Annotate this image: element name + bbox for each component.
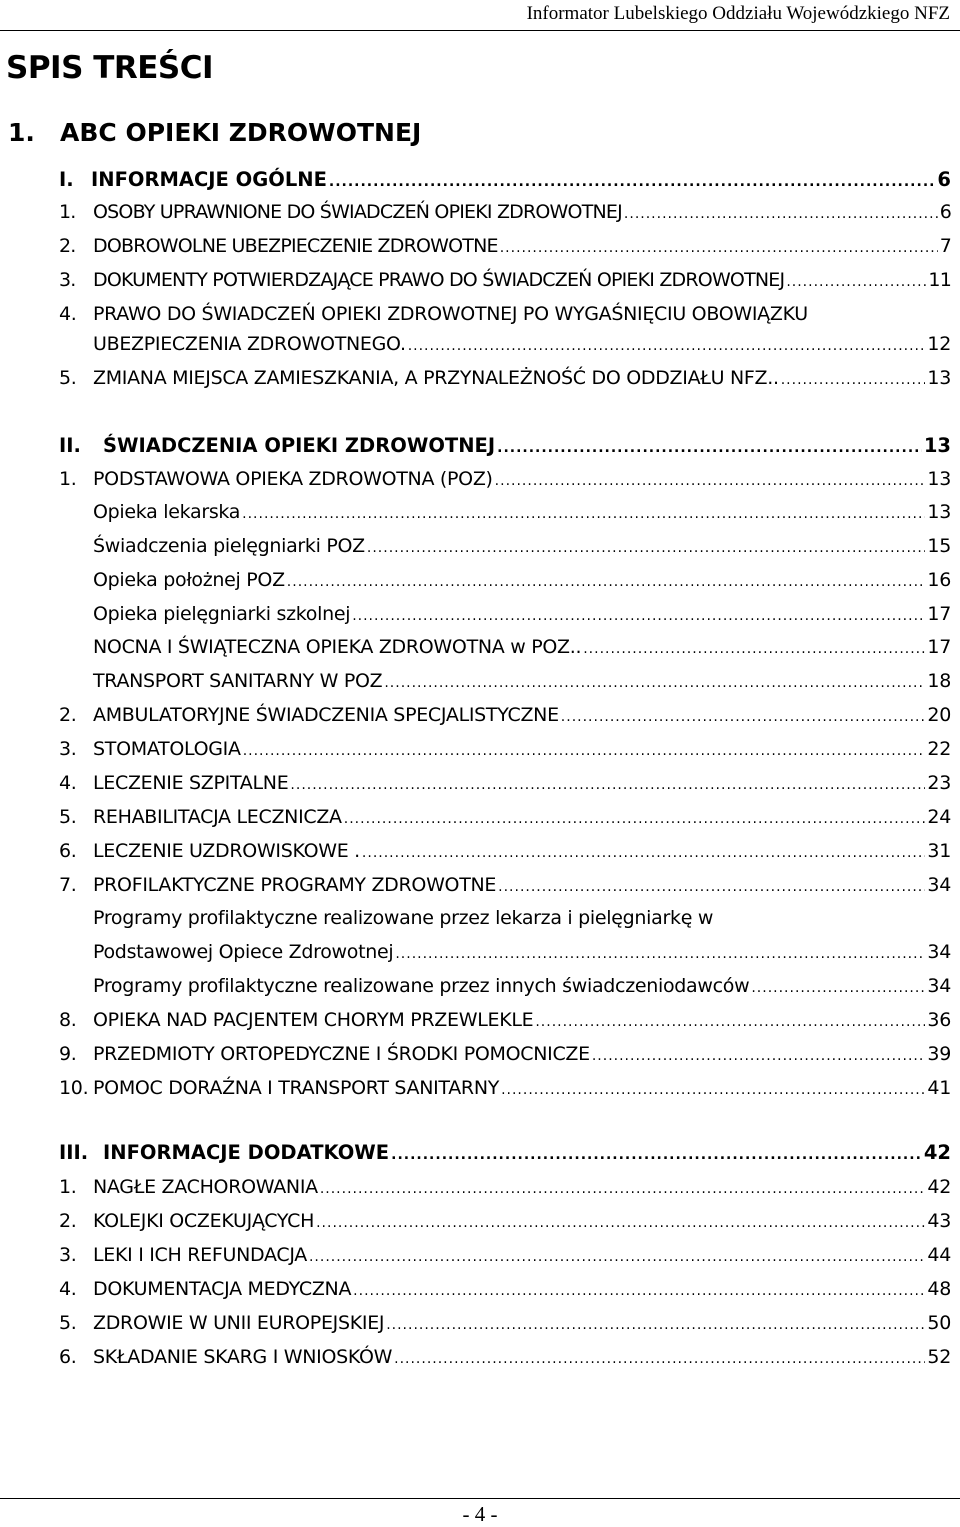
dot-leader bbox=[309, 1240, 925, 1270]
entry-number: 4. bbox=[59, 772, 77, 794]
dot-leader bbox=[495, 464, 926, 494]
entry-page: 42 bbox=[927, 1176, 951, 1198]
entry-label: OPIEKA NAD PACJENTEM CHORYM PRZEWLEKLE bbox=[93, 1009, 534, 1031]
entry-label: TRANSPORT SANITARNY W POZ bbox=[93, 670, 383, 692]
entry-page: 34 bbox=[927, 941, 951, 963]
entry-label: NAGŁE ZACHOROWANIA bbox=[93, 1176, 318, 1198]
entry-label: Programy profilaktyczne realizowane przez lekarza i pielęgniarkę w bbox=[93, 907, 714, 929]
entry-label: DOBROWOLNE UBEZPIECZENIE ZDROWOTNE bbox=[93, 235, 498, 257]
entry-page: 6 bbox=[939, 201, 951, 223]
entry-page: 52 bbox=[927, 1346, 951, 1368]
entry-label: Opieka pielęgniarki szkolnej bbox=[93, 603, 351, 625]
toc-section bbox=[59, 1138, 951, 1168]
section-title: ŚWIADCZENIA OPIEKI ZDROWOTNEJ bbox=[103, 434, 496, 457]
dot-leader bbox=[320, 1172, 926, 1202]
entry-label: POMOC DORAŹNA I TRANSPORT SANITARNY bbox=[93, 1077, 500, 1099]
toc-entry bbox=[59, 937, 951, 967]
dot-leader bbox=[500, 231, 938, 261]
entry-number: 3. bbox=[59, 1244, 77, 1266]
entry-number: 3. bbox=[59, 738, 77, 760]
entry-label: UBEZPIECZENIA ZDROWOTNEGO. bbox=[93, 333, 406, 355]
entry-number: 1. bbox=[59, 468, 77, 490]
entry-label: REHABILITACJA LECZNICZA bbox=[93, 806, 342, 828]
entry-page: 31 bbox=[927, 840, 951, 862]
dot-leader bbox=[287, 565, 926, 595]
toc-entry bbox=[59, 197, 951, 227]
section-number: III. bbox=[59, 1141, 89, 1164]
entry-page: 44 bbox=[927, 1244, 951, 1266]
dot-leader bbox=[243, 734, 926, 764]
entry-number: 2. bbox=[59, 704, 77, 726]
part-title-text: ABC OPIEKI ZDROWOTNEJ bbox=[60, 118, 422, 147]
section-number: I. bbox=[59, 168, 74, 191]
dot-leader bbox=[362, 836, 926, 866]
dot-leader bbox=[384, 666, 925, 696]
entry-page: 23 bbox=[927, 772, 951, 794]
toc-entry bbox=[59, 632, 951, 662]
entry-label: STOMATOLOGIA bbox=[93, 738, 241, 760]
page-number: - 4 - bbox=[462, 1502, 498, 1526]
dot-leader bbox=[353, 1274, 925, 1304]
section-page: 13 bbox=[923, 434, 951, 457]
entry-number: 8. bbox=[59, 1009, 77, 1031]
toc-entry bbox=[59, 1240, 951, 1270]
toc-entry bbox=[59, 497, 951, 527]
toc-entry bbox=[59, 1274, 951, 1304]
toc-heading: SPIS TREŚCI bbox=[6, 50, 214, 86]
entry-label: Opieka położnej POZ bbox=[93, 569, 285, 591]
entry-page: 17 bbox=[927, 636, 951, 658]
entry-number: 5. bbox=[59, 367, 77, 389]
entry-page: 7 bbox=[939, 235, 951, 257]
dot-leader bbox=[316, 1206, 925, 1236]
entry-number: 9. bbox=[59, 1043, 77, 1065]
entry-label: SKŁADANIE SKARG I WNIOSKÓW bbox=[93, 1346, 393, 1368]
entry-label: Podstawowej Opiece Zdrowotnej bbox=[93, 941, 394, 963]
entry-number: 1. bbox=[59, 1176, 77, 1198]
dot-leader bbox=[408, 329, 926, 359]
toc-section bbox=[59, 165, 951, 195]
entry-page: 34 bbox=[927, 975, 951, 997]
dot-leader bbox=[386, 1308, 925, 1338]
toc-entry bbox=[59, 802, 951, 832]
toc-entry bbox=[59, 971, 951, 1001]
entry-label: Opieka lekarska bbox=[93, 501, 241, 523]
toc-entry bbox=[59, 565, 951, 595]
dot-leader bbox=[751, 971, 925, 1001]
entry-label: DOKUMENTACJA MEDYCZNA bbox=[93, 1278, 352, 1300]
entry-number: 7. bbox=[59, 874, 77, 896]
entry-label: PRAWO DO ŚWIADCZEŃ OPIEKI ZDROWOTNEJ PO WYGAŚNIĘCIU OBOWIĄZKU bbox=[93, 303, 808, 325]
dot-leader bbox=[391, 1138, 922, 1168]
dot-leader bbox=[501, 1073, 925, 1103]
entry-label: KOLEJKI OCZEKUJĄCYCH bbox=[93, 1210, 315, 1232]
entry-label: ZDROWIE W UNII EUROPEJSKIEJ bbox=[93, 1312, 385, 1334]
entry-page: 48 bbox=[927, 1278, 951, 1300]
section-title: INFORMACJE OGÓLNE bbox=[91, 168, 327, 191]
dot-leader bbox=[786, 265, 926, 295]
entry-label: DOKUMENTY POTWIERDZAJĄCE PRAWO DO ŚWIADCZEŃ OPIEKI ZDROWOTNEJ bbox=[93, 269, 785, 291]
toc-entry bbox=[59, 231, 951, 261]
entry-number: 4. bbox=[59, 1278, 77, 1300]
section-page: 6 bbox=[937, 168, 951, 191]
part-title bbox=[8, 118, 421, 147]
entry-page: 12 bbox=[927, 333, 951, 355]
dot-leader bbox=[592, 1039, 926, 1069]
dot-leader bbox=[290, 768, 925, 798]
toc-entry bbox=[59, 1308, 951, 1338]
footer-divider bbox=[0, 1498, 960, 1499]
toc-entry bbox=[59, 734, 951, 764]
toc-entry bbox=[59, 599, 951, 629]
dot-leader bbox=[395, 937, 925, 967]
dot-leader bbox=[367, 531, 926, 561]
entry-number: 5. bbox=[59, 806, 77, 828]
entry-page: 24 bbox=[927, 806, 951, 828]
toc-entry bbox=[59, 1172, 951, 1202]
entry-page: 13 bbox=[927, 468, 951, 490]
entry-label: LEKI I ICH REFUNDACJA bbox=[93, 1244, 307, 1266]
toc-entry bbox=[59, 329, 951, 359]
entry-label: NOCNA I ŚWIĄTECZNA OPIEKA ZDROWOTNA w POZ.. bbox=[93, 636, 582, 658]
dot-leader bbox=[352, 599, 925, 629]
header-divider bbox=[0, 30, 960, 31]
toc-section bbox=[59, 431, 951, 461]
toc-entry bbox=[59, 265, 951, 295]
dot-leader bbox=[497, 431, 922, 461]
entry-number: 4. bbox=[59, 303, 77, 325]
entry-number: 6. bbox=[59, 840, 77, 862]
toc-entry bbox=[59, 1005, 951, 1035]
entry-page: 41 bbox=[927, 1077, 951, 1099]
entry-number: 2. bbox=[59, 235, 76, 257]
dot-leader bbox=[561, 700, 926, 730]
part-number: 1. bbox=[8, 118, 35, 147]
toc-entry bbox=[59, 531, 951, 561]
running-header: Informator Lubelskiego Oddziału Wojewódzkiego NFZ bbox=[526, 3, 950, 24]
dot-leader bbox=[583, 632, 925, 662]
dot-leader bbox=[498, 870, 925, 900]
section-page: 42 bbox=[923, 1141, 951, 1164]
toc-entry bbox=[59, 700, 951, 730]
entry-label: AMBULATORYJNE ŚWIADCZENIA SPECJALISTYCZNE bbox=[93, 704, 559, 726]
entry-page: 13 bbox=[927, 367, 951, 389]
toc-entry bbox=[59, 1206, 951, 1236]
entry-label: Świadczenia pielęgniarki POZ bbox=[93, 535, 365, 557]
entry-page: 43 bbox=[927, 1210, 951, 1232]
dot-leader bbox=[344, 802, 926, 832]
entry-number: 10. bbox=[59, 1077, 89, 1099]
entry-page: 15 bbox=[927, 535, 951, 557]
entry-label: ZMIANA MIEJSCA ZAMIESZKANIA, A PRZYNALEŻNOŚĆ DO ODDZIAŁU NFZ.. bbox=[93, 367, 779, 389]
entry-page: 16 bbox=[927, 569, 951, 591]
entry-label: LECZENIE SZPITALNE bbox=[93, 772, 289, 794]
entry-number: 6. bbox=[59, 1346, 77, 1368]
toc-entry bbox=[59, 836, 951, 866]
entry-page: 20 bbox=[927, 704, 951, 726]
section-title: INFORMACJE DODATKOWE bbox=[103, 1141, 390, 1164]
entry-page: 34 bbox=[927, 874, 951, 896]
entry-page: 17 bbox=[927, 603, 951, 625]
entry-label: Programy profilaktyczne realizowane przez innych świadczeniodawców bbox=[93, 975, 750, 997]
dot-leader bbox=[781, 363, 926, 393]
entry-label: PRZEDMIOTY ORTOPEDYCZNE I ŚRODKI POMOCNICZE bbox=[93, 1043, 590, 1065]
dot-leader bbox=[329, 165, 936, 195]
entry-page: 39 bbox=[927, 1043, 951, 1065]
entry-label: LECZENIE UZDROWISKOWE . bbox=[93, 840, 360, 862]
entry-label: OSOBY UPRAWNIONE DO ŚWIADCZEŃ OPIEKI ZDROWOTNEJ bbox=[93, 201, 622, 223]
entry-number: 1. bbox=[59, 201, 76, 223]
dot-leader bbox=[242, 497, 925, 527]
toc-entry bbox=[59, 1073, 951, 1103]
toc-entry bbox=[59, 666, 951, 696]
entry-label: PROFILAKTYCZNE PROGRAMY ZDROWOTNE bbox=[93, 874, 497, 896]
entry-page: 22 bbox=[927, 738, 951, 760]
entry-page: 18 bbox=[927, 670, 951, 692]
toc-entry bbox=[59, 363, 951, 393]
toc-entry bbox=[59, 903, 951, 933]
toc-entry bbox=[59, 1342, 951, 1372]
section-number: II. bbox=[59, 434, 81, 457]
toc-entry bbox=[59, 870, 951, 900]
entry-page: 36 bbox=[927, 1009, 951, 1031]
toc-entry bbox=[59, 464, 951, 494]
entry-page: 50 bbox=[927, 1312, 951, 1334]
entry-number: 2. bbox=[59, 1210, 77, 1232]
entry-number: 3. bbox=[59, 269, 76, 291]
toc-entry bbox=[59, 1039, 951, 1069]
entry-page: 13 bbox=[927, 501, 951, 523]
dot-leader bbox=[535, 1005, 925, 1035]
dot-leader bbox=[624, 197, 938, 227]
entry-number: 5. bbox=[59, 1312, 77, 1334]
entry-page: 11 bbox=[928, 269, 951, 291]
toc-entry bbox=[59, 299, 951, 329]
dot-leader bbox=[394, 1342, 925, 1372]
toc-entry bbox=[59, 768, 951, 798]
entry-label: PODSTAWOWA OPIEKA ZDROWOTNA (POZ) bbox=[93, 468, 493, 490]
